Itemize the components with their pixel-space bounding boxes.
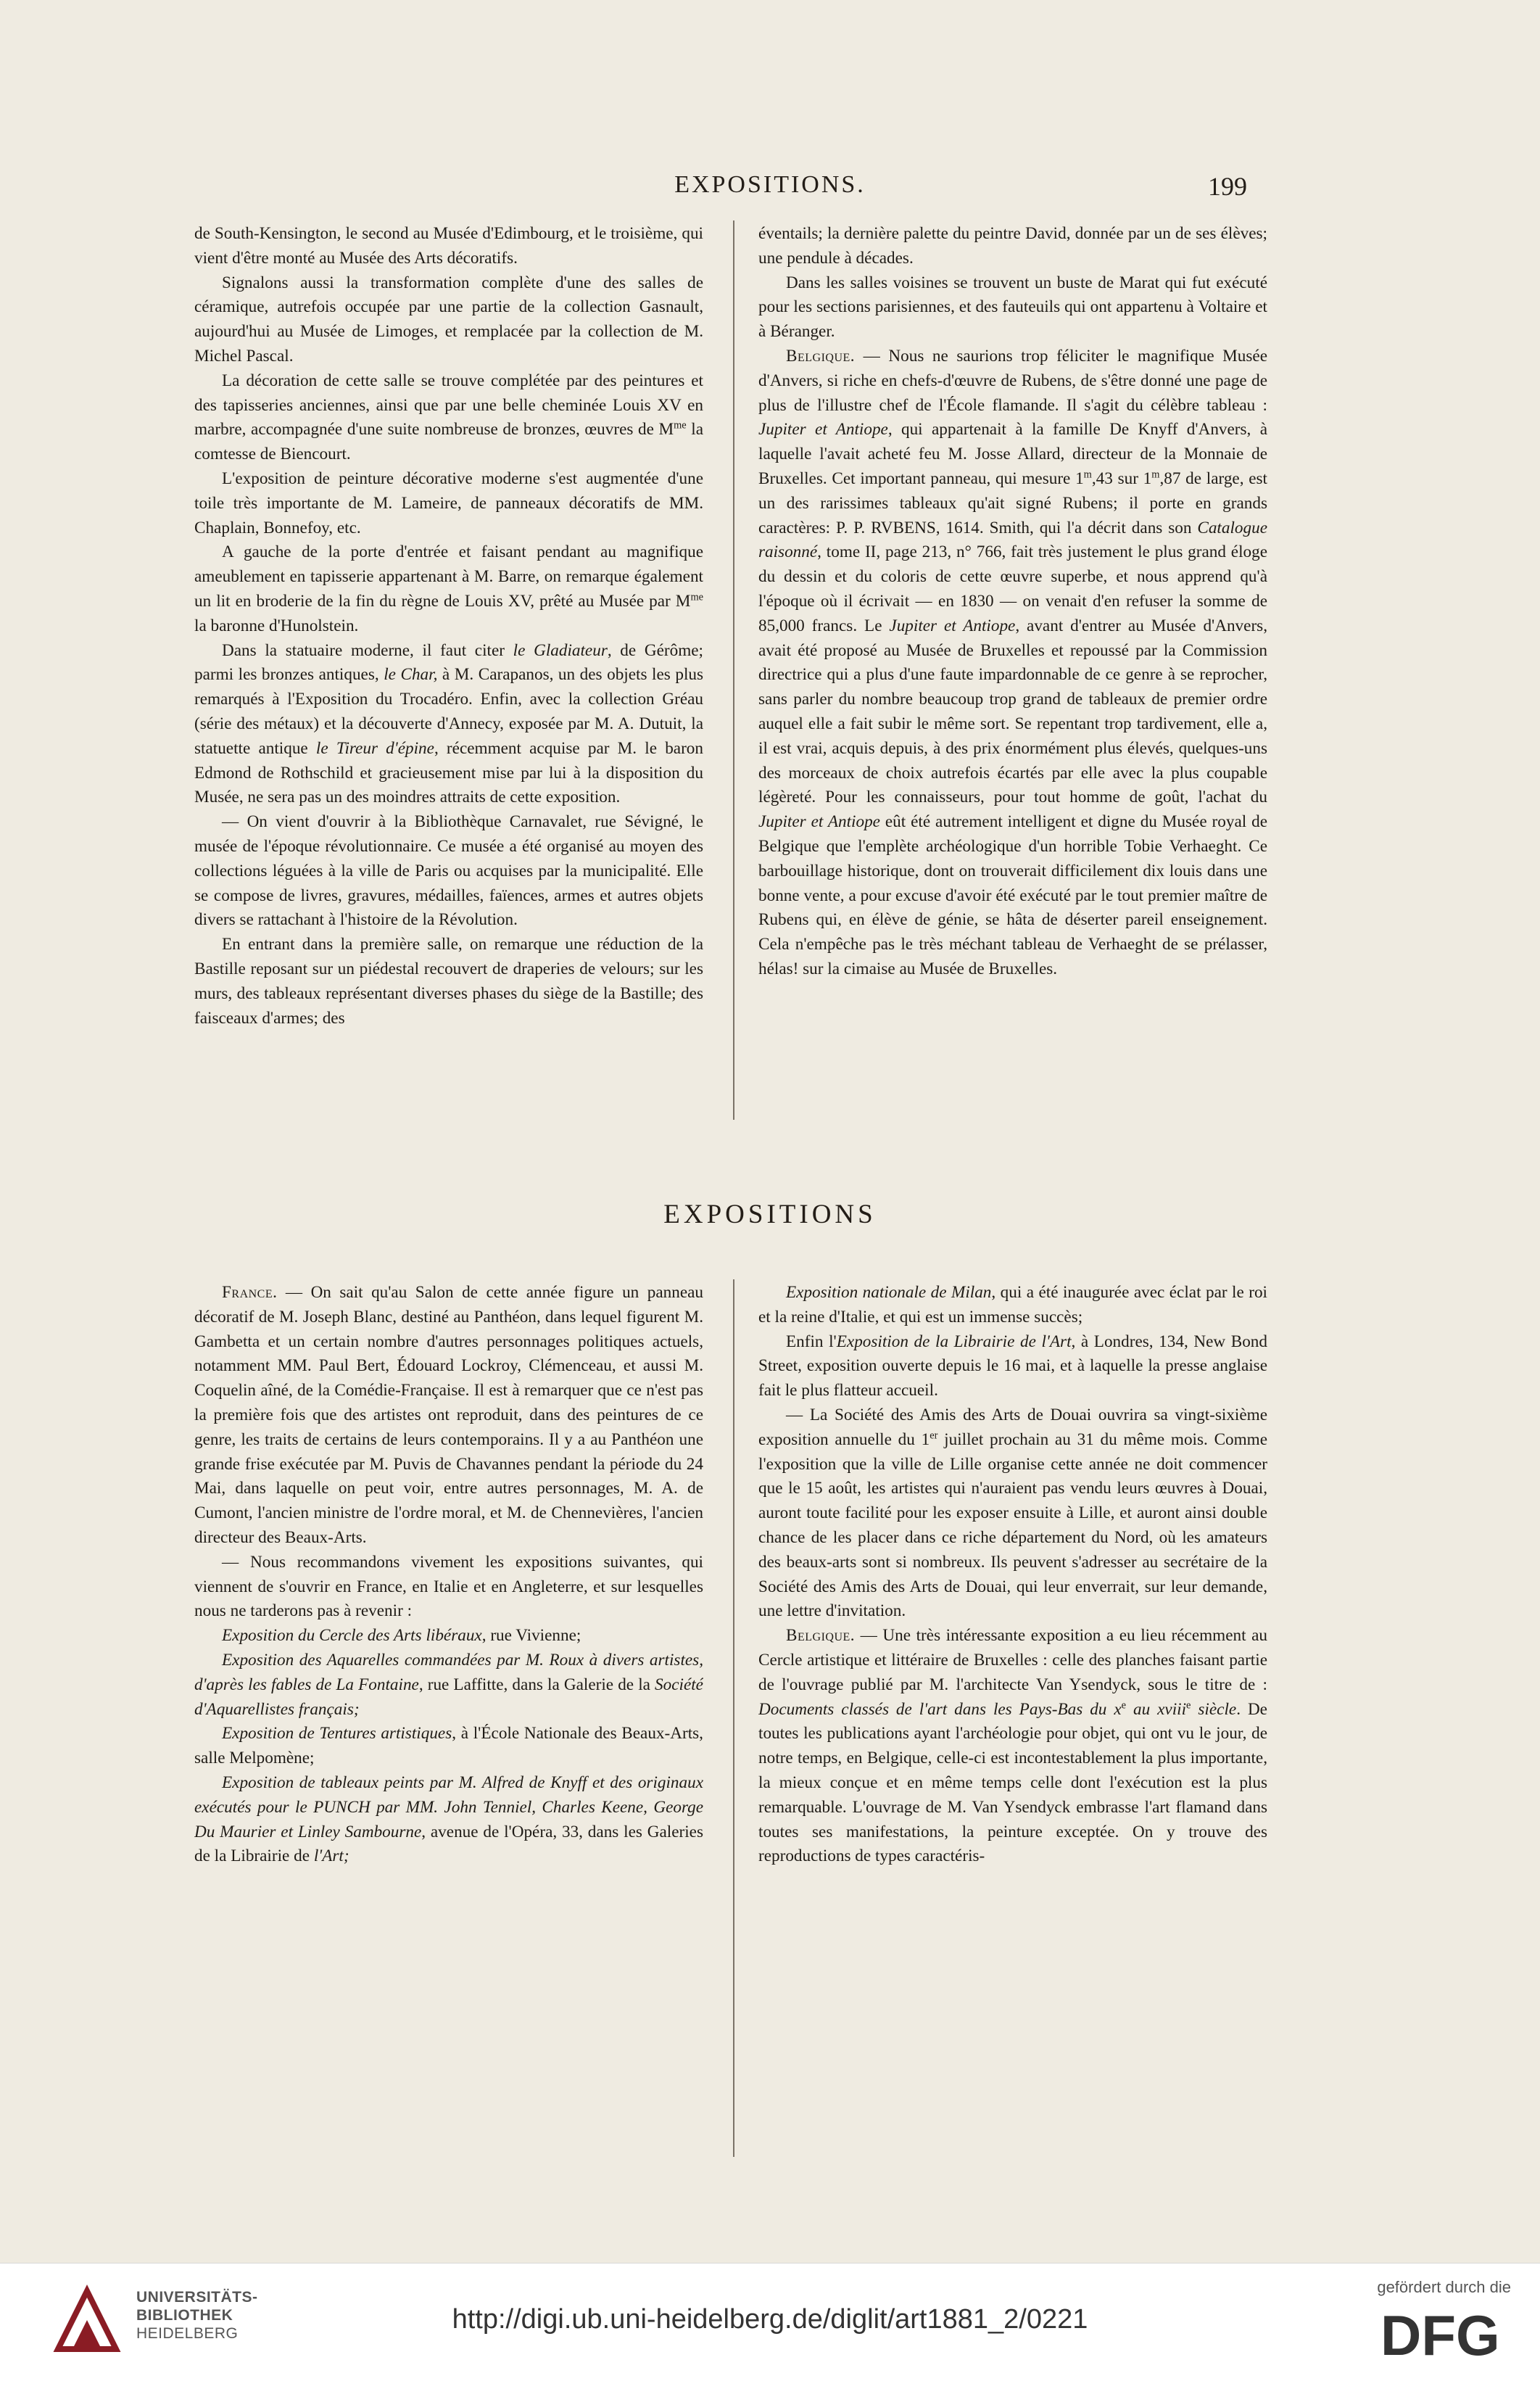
permalink-url[interactable]: http://digi.ub.uni-heidelberg.de/diglit/art1881_2/0221 xyxy=(452,2304,1088,2335)
paragraph: Dans la statuaire moderne, il faut citer le Gladiateur, de Gérôme; parmi les bronzes antiques, le Char, à M. Carapanos, un des objets les plus remarqués à l'Exposition du Trocadéro. Enfin, avec la collection Gréau (série des métaux) et la découverte d'Annecy, exposée par M. A. Dutuit, la statuette antique le Tireur d'épine, récemment acquise par M. le baron Edmond de Rothschild et gracieusement mise par lui à la disposition du Musée, ne sera pas un des moindres attraits de cette exposition. xyxy=(194,640,703,807)
paragraph: A gauche de la porte d'entrée et faisant pendant au magnifique ameublement en tapisserie appartenant à M. Barre, on remarque également un lit en broderie de la fin du règne de Louis XV, prêté au Musée par $M^{me}$ la baronne d'Hunolstein. xyxy=(194,542,703,635)
paragraph: Dans les salles voisines se trouvent un buste de Marat qui fut exécuté pour les sections parisiennes, et des fauteuils qui ont appartenu à Voltaire et à Béranger. xyxy=(758,273,1267,342)
funding-label: gefördert durch die xyxy=(1377,2278,1511,2296)
paragraph: France. — On sait qu'au Salon de cette année figure un panneau décoratif de M. Joseph Blanc, destiné au Panthéon, dans lequel figurent M. Gambetta et un certain nombre d'autres personnages politiques actuels, notamment MM. Paul Bert, Édouard Lockroy, Clémenceau, et aussi M. Coquelin aîné, de la Comédie-Française. Il est à remarquer que ce n'est pas la première fois que des artistes ont reproduit, dans des peintures de ce genre, les traits de certains de leurs contemporains. Il y a au Panthéon une grande frise exécutée par M. Puvis de Chavannes pendant la période du 24 Mai, dans laquelle on peut voir, entre autres personnages, M. A. de Cumont, l'ancien ministre de l'ordre moral, et M. de Chennevières, l'ancien directeur des Beaux-Arts. xyxy=(194,1283,703,1547)
library-name-line: UNIVERSITÄTS- xyxy=(136,2289,258,2306)
paragraph: de South-Kensington, le second au Musée d'Edimbourg, et le troisième, qui vient d'être monté au Musée des Arts décoratifs. xyxy=(194,224,703,268)
dfg-logo-icon[interactable] xyxy=(1380,2306,1511,2364)
top-left-column xyxy=(194,222,703,1117)
paragraph: Exposition de tableaux peints par M. Alfred de Knyff et des originaux exécutés pour le PUNCH par MM. John Tenniel, Charles Keene, George Du Maurier et Linley Sambourne, avenue de l'Opéra, 33, dans les Galeries de la Librairie de l'Art; xyxy=(194,1773,703,1866)
paragraph: Belgique. — Une très intéressante exposition a eu lieu récemment au Cercle artistique et littéraire de Bruxelles : celle des planches faisant partie de l'ouvrage publié par M. l'architecte Van Ysendyck, sous le titre de : Documents classés de l'art dans les Pays-Bas du $x^e$ au xviii$^e$ siècle. De toutes les publications ayant l'archéologie pour objet, qui ont vu le jour, de notre temps, en Belgique, celle-ci est incontestablement la plus importante, la mieux conçue et en même temps celle dont l'exécution est la plus remarquable. L'ouvrage de M. Van Ysendyck embrasse l'art flamand dans toutes ses manifestations, la peinture exceptée. On y trouve des reproductions de types caractéris- xyxy=(758,1626,1267,1866)
section-title: EXPOSITIONS xyxy=(663,1200,877,1229)
library-name-line: HEIDELBERG xyxy=(136,2325,239,2342)
running-head: EXPOSITIONS. xyxy=(674,171,866,198)
paragraph: — Nous recommandons vivement les expositions suivantes, qui viennent de s'ouvrir en France, en Italie et en Angleterre, et sur lesquelles nous ne tarderons pas à revenir : xyxy=(194,1552,703,1621)
column-rule xyxy=(733,1279,734,2157)
paragraph: En entrant dans la première salle, on remarque une réduction de la Bastille reposant sur un piédestal recouvert de draperies de velours; sur les murs, des tableaux représentant diverses phases du siège de la Bastille; des faisceaux d'armes; des xyxy=(194,935,703,1028)
paragraph: Exposition de Tentures artistiques, à l'École Nationale des Beaux-Arts, salle Melpomène; xyxy=(194,1724,703,1768)
paragraph: — La Société des Amis des Arts de Douai ouvrira sa vingt-sixième exposition annuelle du 1er juillet prochain au 31 du même mois. Comme l'exposition que la ville de Lille organise cette année ne doit commencer que le 15 août, les artistes qui n'auraient pas vendu leurs œuvres à Douai, auront toute facilité pour les exposer ensuite à Lille, et auront ainsi double chance de les placer dans ce riche département du Nord, où les amateurs des beaux-arts sont si nombreux. Ils peuvent s'adresser au secrétaire de la Société des Amis des Arts de Douai, qui leur enverrait, sur leur demande, une lettre d'invitation. xyxy=(758,1405,1267,1621)
paragraph: Belgique. — Nous ne saurions trop féliciter le magnifique Musée d'Anvers, si riche en chefs-d'œuvre de Rubens, de s'être donné une page de plus de l'illustre chef de l'École flamande. Il s'agit du célèbre tableau : Jupiter et Antiope, qui appartenait à la famille De Knyff d'Anvers, à laquelle l'avait acheté feu M. Josse Allard, directeur de la Monnaie de Bruxelles. Cet important panneau, qui mesure 1$^m$,43 sur 1$^m$,87 de large, est un des rarissimes tableaux qu'ait signé Rubens; il porte en grands caractères: P. P. RVBENS, 1614. Smith, qui l'a décrit dans son Catalogue raisonné, tome II, page 213, n° 766, fait très justement le plus grand éloge du dessin et du coloris de cette œuvre superbe, et nous apprend qu'à l'époque où il écrivait — en 1830 — on venait d'en refuser la somme de 85,000 francs. Le Jupiter et Antiope, avant d'entrer au Musée d'Anvers, avait été proposé au Musée de Bruxelles et repoussé par la Commission directrice qui a plus d'une faute impardonnable de ce genre à se reprocher, sans parler du nombre beaucoup trop grand de tableaux de premier ordre auquel elle a fait subir le même sort. Se repentant trop tardivement, elle a, il est vrai, acquis depuis, à des prix énormément plus élevés, quelques-uns des morceaux de choix autrefois écartés par elle avec la plus coupable légèreté. Pour les connaisseurs, pour tout homme de goût, l'achat du Jupiter et Antiope eût été autrement intelligent et digne du Musée royal de Belgique que l'emplète archéologique d'un horrible Tobie Verhaeght. Ce barbouillage historique, dont on trouverait difficilement dix louis dans une bonne vente, a pour excuse d'avoir été exécuté par le tout premier maître de Rubens qui, en élève de génie, se hâta de déserter pareil enseignement. Cela n'empêche pas le très méchant tableau de Verhaeght de se prélasser, hélas! sur la cimaise au Musée de Bruxelles. xyxy=(758,346,1267,978)
paragraph: — On vient d'ouvrir à la Bibliothèque Carnavalet, rue Sévigné, le musée de l'époque révolutionnaire. Ce musée a été organisé au moyen des collections léguées à la ville de Paris ou acquises par la municipalité. Elle se compose de livres, gravures, médailles, faïences, armes et autres objets divers se rattachant à l'histoire de la Révolution. xyxy=(194,812,703,930)
paragraph: La décoration de cette salle se trouve complétée par des peintures et des tapisseries anciennes, ainsi que par une belle cheminée Louis XV en marbre, accompagnée d'une suite nombreuse de bronzes, œuvres de $M^{me}$ la comtesse de Biencourt. xyxy=(194,371,703,464)
paragraph: Exposition des Aquarelles commandées par M. Roux à divers artistes, d'après les fables de La Fontaine, rue Laffitte, dans la Galerie de la Société d'Aquarellistes français; xyxy=(194,1650,703,1719)
dfg-logo-text: DFG xyxy=(1380,2306,1500,2364)
paragraph: Signalons aussi la transformation complète d'une des salles de céramique, autrefois occupée par une partie de la collection Gasnault, aujourd'hui au Musée de Limoges, et remplacée par la collection de M. Michel Pascal. xyxy=(194,273,703,366)
viewer-footer xyxy=(0,2263,1540,2381)
page-number: 199 xyxy=(1208,172,1247,201)
top-right-column xyxy=(758,222,1267,1117)
column-rule xyxy=(733,220,734,1120)
paragraph: Exposition du Cercle des Arts libéraux, rue Vivienne; xyxy=(222,1626,581,1646)
bottom-left-column xyxy=(194,1281,703,2151)
library-name-line: BIBLIOTHEK xyxy=(136,2307,233,2324)
paragraph: Enfin l'Exposition de la Librairie de l'Art, à Londres, 134, New Bond Street, exposition ouverte depuis le 16 mai, et à laquelle la presse anglaise fait le plus flatteur accueil. xyxy=(758,1332,1267,1400)
paragraph: L'exposition de peinture décorative moderne s'est augmentée d'une toile très importante de M. Lameire, de panneaux décoratifs de MM. Chaplain, Bonnefoy, etc. xyxy=(194,469,703,537)
bottom-right-column xyxy=(758,1281,1267,2151)
paragraph: éventails; la dernière palette du peintre David, donnée par un de ses élèves; une pendule à décades. xyxy=(758,224,1267,268)
paragraph: Exposition nationale de Milan, qui a été inaugurée avec éclat par le roi et la reine d'Italie, et qui est un immense succès; xyxy=(758,1283,1267,1326)
